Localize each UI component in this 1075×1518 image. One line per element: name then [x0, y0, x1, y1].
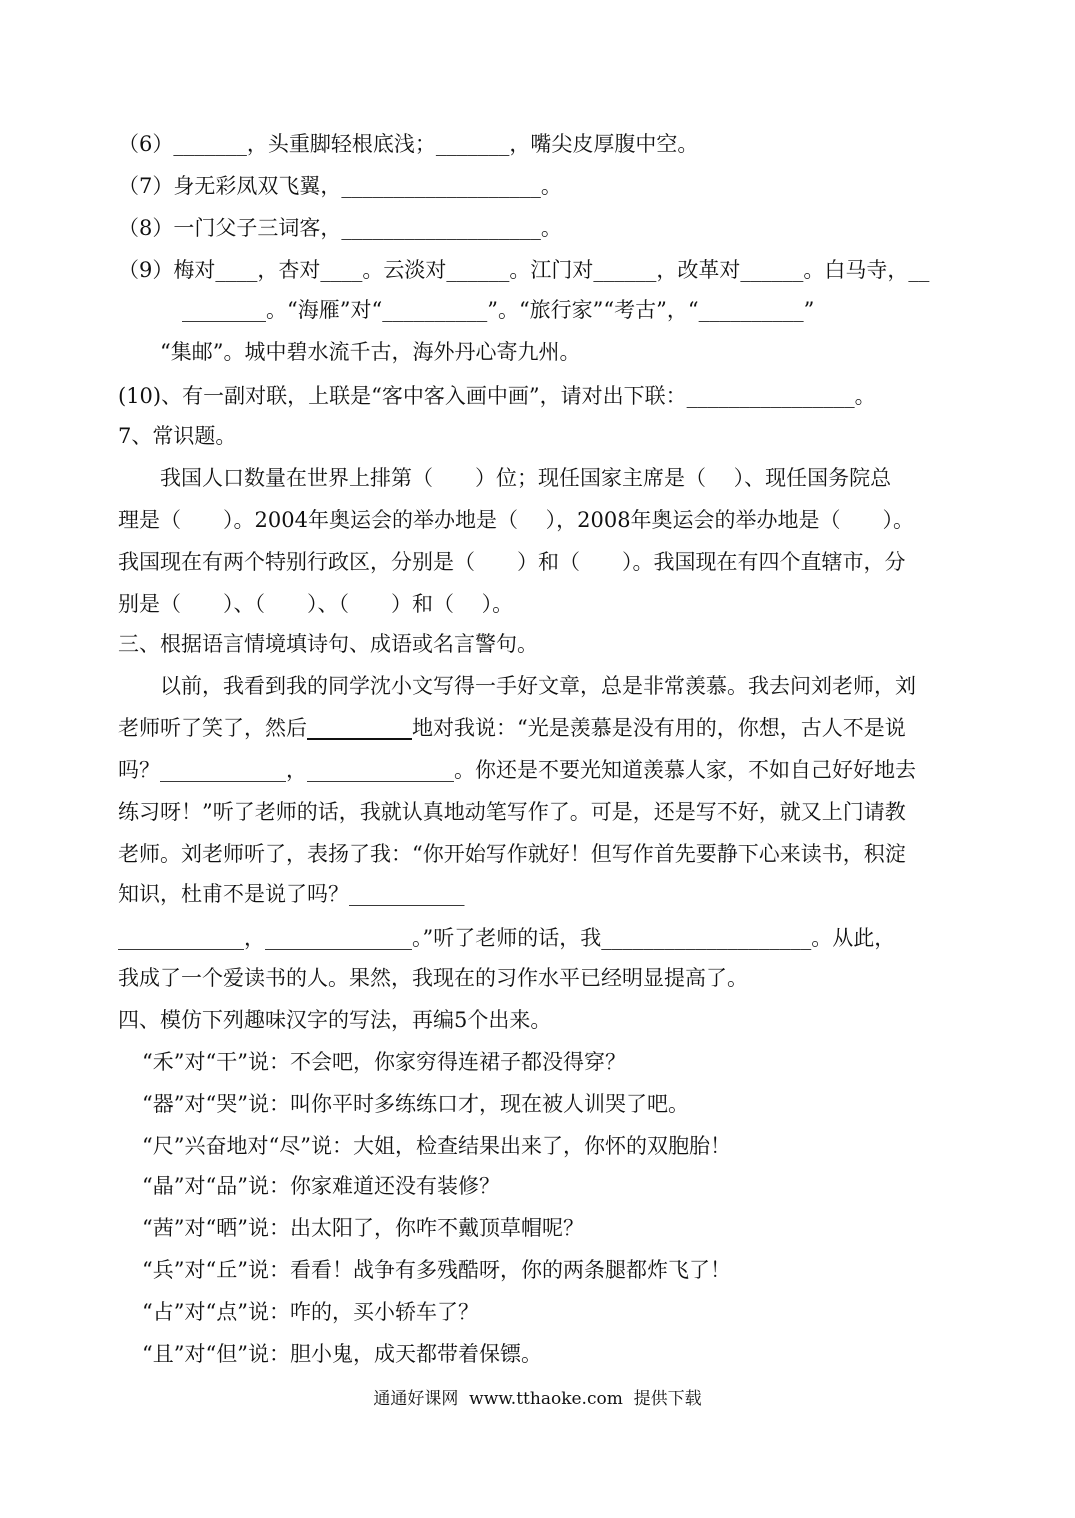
line-9-cont-1: ________。“海雁”对“__________”。“旅行家”“考古”，“__________” — [182, 298, 815, 322]
example-4: “晶”对“品”说：你家难道还没有装修？ — [142, 1174, 500, 1198]
line-7: （7）身无彩凤双飞翼，___________________。 — [118, 174, 562, 198]
line-9-cont-2: “集邮”。城中碧水流千古，海外丹心寄九州。 — [160, 340, 581, 364]
blank-thick: __________ — [307, 715, 412, 740]
page-footer: 通通好课网 www.tthaoke.com 提供下载 — [373, 1389, 702, 1409]
example-3: “尺”兴奋地对“尽”说：大姐，检查结果出来了，你怀的双胞胎！ — [142, 1134, 731, 1158]
passage-line-5: 老师。刘老师听了，表扬了我：“你开始写作就好！但写作首先要静下心来读书，积淀 — [118, 842, 906, 866]
section-7-heading: 7、常识题。 — [118, 424, 237, 448]
passage-line-7: ____________，______________。”听了老师的话，我____________________。从此， — [118, 926, 896, 950]
common-sense-line-4: 别是（ ）、（ ）、（ ）和（ ）。 — [118, 592, 514, 616]
example-5: “茜”对“晒”说：出太阳了，你咋不戴顶草帽呢？ — [142, 1216, 584, 1240]
example-7: “占”对“点”说：咋的，买小轿车了？ — [142, 1300, 479, 1324]
passage-line-8: 我成了一个爱读书的人。果然，我现在的习作水平已经明显提高了。 — [118, 966, 748, 990]
example-8: “且”对“但”说：胆小鬼，成天都带着保镖。 — [142, 1342, 542, 1366]
line-6: （6）_______，头重脚轻根底浅；_______，嘴尖皮厚腹中空。 — [118, 132, 699, 156]
passage-line-6: 知识，杜甫不是说了吗？___________ — [118, 882, 465, 906]
section-4-heading: 四、模仿下列趣味汉字的写法，再编5个出来。 — [118, 1008, 552, 1032]
passage-line-4: 练习呀！”听了老师的话，我就认真地动笔写作了。可是，还是写不好，就又上门请教 — [118, 800, 906, 824]
common-sense-line-3: 我国现在有两个特别行政区，分别是（ ）和（ ）。我国现在有四个直辖市，分 — [118, 550, 906, 574]
example-6: “兵”对“丘”说：看看！战争有多残酷呀，你的两条腿都炸飞了！ — [142, 1258, 731, 1282]
common-sense-line-2: 理是（ ）。2004年奥运会的举办地是（ ），2008年奥运会的举办地是（ ）。 — [118, 508, 915, 532]
line-10: (10)、有一副对联，上联是“客中客入画中画”，请对出下联：________________。 — [118, 384, 876, 408]
line-9: （9）梅对____，杏对____。云淡对______。江门对______，改革对______。白马寺，__ — [118, 258, 930, 282]
example-2: “器”对“哭”说：叫你平时多练练口才，现在被人训哭了吧。 — [142, 1092, 689, 1116]
passage-line-2: 老师听了笑了，然后__________地对我说：“光是羡慕是没有用的，你想，古人不是说 — [118, 715, 906, 740]
line-8: （8）一门父子三词客，___________________。 — [118, 216, 562, 240]
section-3-heading: 三、根据语言情境填诗句、成语或名言警句。 — [118, 632, 538, 656]
passage-line-1: 以前，我看到我的同学沈小文写得一手好文章，总是非常羡慕。我去问刘老师，刘 — [160, 674, 916, 698]
passage-line-3: 吗？____________，______________。你还是不要光知道羡慕人家，不如自己好好地去 — [118, 758, 916, 782]
example-1: “禾”对“干”说：不会吧，你家穷得连裙子都没得穿？ — [142, 1050, 626, 1074]
common-sense-line-1: 我国人口数量在世界上排第（ ）位；现任国家主席是（ ）、现任国务院总 — [160, 466, 892, 490]
